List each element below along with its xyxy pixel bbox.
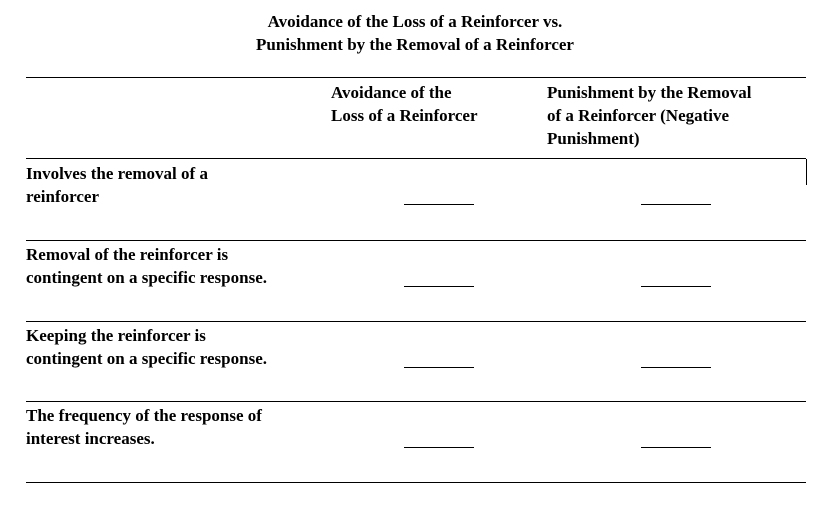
column-header-line: Punishment) <box>547 129 640 148</box>
column-header-negative-punishment <box>547 81 751 150</box>
row-divider-rule <box>26 321 806 322</box>
row-label-line: contingent on a specific response. <box>26 268 267 287</box>
column-header-line: Loss of a Reinforcer <box>331 106 478 125</box>
row-label-line: Keeping the reinforcer is <box>26 326 206 345</box>
column-header-line: of a Reinforcer (Negative <box>547 106 730 125</box>
header-divider-rule <box>26 158 806 159</box>
row-label-line: reinforcer <box>26 187 99 206</box>
column-header-line: Punishment by the Removal <box>547 83 752 102</box>
row-label-line: Removal of the reinforcer is <box>26 245 229 264</box>
row-divider-rule <box>26 401 806 402</box>
answer-blank-row1-negative-punishment[interactable] <box>641 204 711 205</box>
row-label-line: The frequency of the response of <box>26 406 262 425</box>
document-title <box>0 10 830 56</box>
table-edge-mark <box>806 159 807 185</box>
row-label-removal-contingent <box>26 243 267 289</box>
answer-blank-row4-avoidance[interactable] <box>404 447 474 448</box>
row-label-line: Involves the removal of a <box>26 164 208 183</box>
row-label-keeping-contingent <box>26 324 267 370</box>
column-header-line: Avoidance of the <box>331 83 452 102</box>
table-top-rule <box>26 77 806 78</box>
title-line-1: Avoidance of the Loss of a Reinforcer vs. <box>267 12 563 31</box>
row-label-line: contingent on a specific response. <box>26 349 267 368</box>
answer-blank-row4-negative-punishment[interactable] <box>641 447 711 448</box>
title-line-2: Punishment by the Removal of a Reinforcer <box>256 35 574 54</box>
answer-blank-row2-avoidance[interactable] <box>404 286 474 287</box>
answer-blank-row3-negative-punishment[interactable] <box>641 367 711 368</box>
table-bottom-rule <box>26 482 806 483</box>
column-header-avoidance <box>331 81 478 127</box>
row-label-line: interest increases. <box>26 429 155 448</box>
row-label-removal-of-reinforcer <box>26 162 208 208</box>
answer-blank-row3-avoidance[interactable] <box>404 367 474 368</box>
answer-blank-row2-negative-punishment[interactable] <box>641 286 711 287</box>
row-divider-rule <box>26 240 806 241</box>
row-label-frequency-increases <box>26 404 262 450</box>
answer-blank-row1-avoidance[interactable] <box>404 204 474 205</box>
